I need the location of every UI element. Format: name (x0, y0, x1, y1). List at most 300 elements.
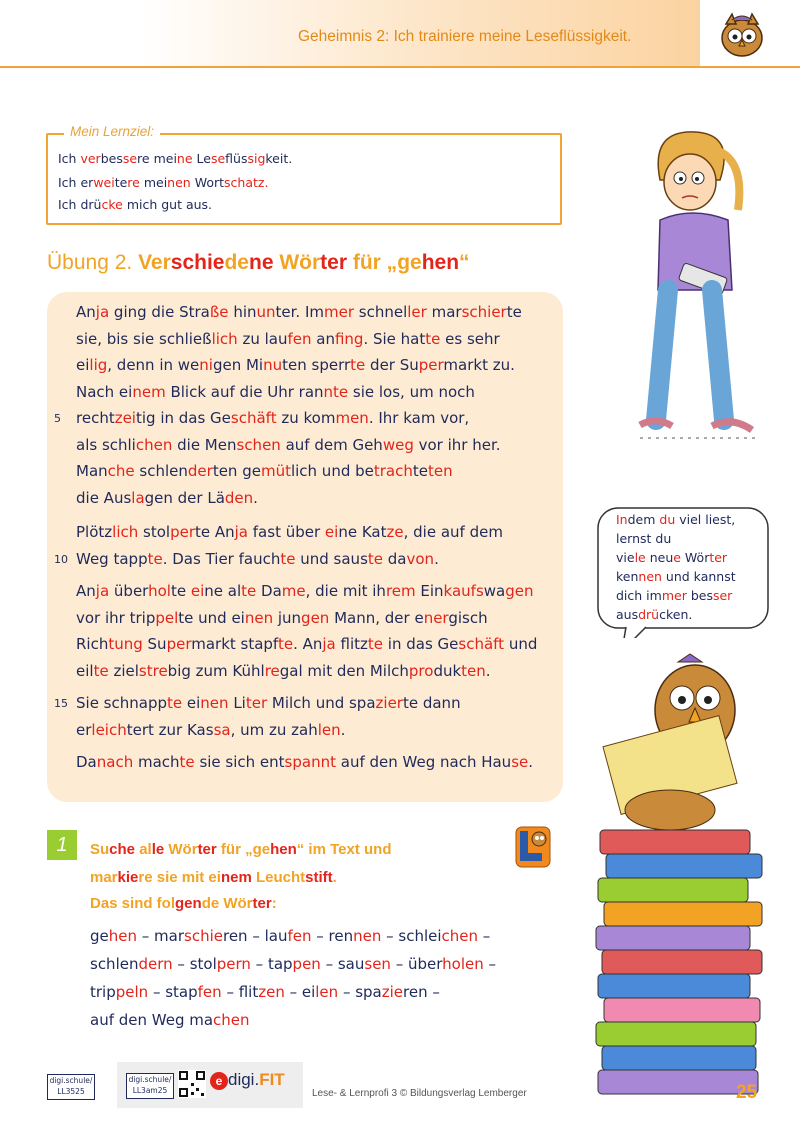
syllable-run: recht (76, 409, 115, 427)
syllable-run: de Wör (201, 895, 253, 912)
syllable-run: ne al (204, 582, 242, 600)
syllable-run: für „ (352, 251, 398, 274)
syllable-run: gen Mi (212, 356, 264, 374)
syllable-run: ja (322, 635, 341, 653)
syllable-run: fast über (252, 523, 325, 541)
syllable-run: tig in das Ge (135, 409, 231, 427)
syllable-run: lernst du (616, 531, 672, 546)
syllable-run: ne Kat (338, 523, 387, 541)
digi-fit-e-icon: e (210, 1072, 228, 1090)
syllable-run: bes (100, 151, 123, 166)
syllable-run: ler (407, 303, 432, 321)
syllable-run: Le (196, 151, 211, 166)
syllable-run: fen (287, 927, 312, 945)
syllable-run: Ein (420, 582, 444, 600)
syllable-run: te (179, 753, 200, 771)
syllable-run: ten sperr (282, 356, 351, 374)
syllable-run: zie (381, 983, 404, 1001)
syllable-run: te An (194, 523, 235, 541)
syllable-run: te (280, 549, 301, 568)
syllable-run: sig (247, 151, 266, 166)
syllable-run: flüs (225, 151, 248, 166)
syllable-run: che (107, 462, 140, 480)
syllable-run: . Ihr kam vor, (368, 409, 470, 427)
copyright-text: Lese- & Lernprofi 3 © Bildungsverlag Lemberger (312, 1088, 527, 1099)
syllable-run: Su (147, 635, 167, 653)
syllable-run: schatz. (224, 175, 269, 190)
syllable-run: che (109, 841, 140, 858)
syllable-run: zu lau (242, 329, 288, 348)
syllable-run: de (224, 251, 249, 274)
syllable-run: – ren (311, 927, 354, 945)
syllable-run: zier (375, 694, 403, 712)
syllable-run: te (412, 462, 428, 480)
syllable-run: te (167, 694, 187, 712)
syllable-run: Sie schnapp (76, 694, 167, 712)
syllable-run: le (634, 550, 650, 565)
syllable-run: spannt (284, 753, 341, 771)
syllable-run: ei (186, 694, 201, 712)
syllable-run: nem (220, 869, 256, 886)
syllable-run: und (508, 635, 538, 653)
syllable-run: schlen (90, 955, 139, 973)
syllable-run: mei (153, 151, 177, 166)
syllable-run: . (528, 753, 534, 771)
story-line (76, 409, 469, 427)
syllable-run: mei (143, 175, 168, 190)
story-line (76, 330, 500, 348)
syllable-run: dich im (616, 588, 662, 603)
line-number: 15 (54, 697, 68, 710)
syllable-run: schier (461, 303, 507, 321)
syllable-run: te (367, 549, 388, 568)
syllable-run: nte (323, 382, 353, 401)
syllable-run: ter (709, 550, 728, 565)
syllable-run: markt stapf (191, 635, 278, 653)
syllable-run: Li (233, 694, 246, 712)
syllable-run: fen (197, 983, 222, 1001)
syllable-run: zen (258, 983, 285, 1001)
page-number: 25 (736, 1082, 758, 1103)
syllable-run: da (387, 549, 407, 568)
syllable-run: . (332, 869, 337, 886)
digi-schule-badge-2[interactable]: digi.schule/ LL3am25 (126, 1073, 174, 1099)
syllable-run: ei (324, 523, 339, 541)
answer-line (90, 983, 440, 1001)
syllable-run: ner (423, 608, 449, 627)
syllable-run: ren – lau (222, 927, 288, 945)
syllable-run: . (485, 661, 491, 680)
syllable-run: , die auf dem (403, 523, 503, 541)
story-line (76, 489, 258, 507)
syllable-run: vie (616, 550, 635, 565)
speech-bubble-line (616, 569, 736, 584)
syllable-run: der Su (370, 356, 419, 374)
speech-bubble-line (616, 512, 735, 527)
syllable-run: er (80, 175, 94, 190)
header-divider (0, 66, 800, 68)
syllable-run: für „ (220, 841, 253, 858)
syllable-run: ter (245, 694, 272, 712)
syllable-run: stre (138, 661, 168, 680)
page-title: Geheimnis 2: Ich trainiere meine Leseflüssigkeit. (298, 28, 632, 45)
syllable-run: schie (184, 927, 223, 945)
syllable-run: In (616, 512, 628, 527)
syllable-run: – stol (172, 955, 217, 973)
syllable-run: ter (320, 251, 353, 274)
syllable-run: – über (390, 955, 443, 973)
line-number: 10 (54, 552, 68, 566)
syllable-run: te dann (402, 694, 461, 712)
syllable-run: cke (101, 197, 127, 212)
syllable-run: auf den Weg ma (90, 1011, 214, 1029)
syllable-run: te (277, 635, 294, 653)
syllable-run: keit. (265, 151, 293, 166)
syllable-run: te (114, 175, 128, 190)
owl-head-icon (712, 6, 772, 62)
syllable-run: – mar (137, 927, 185, 945)
syllable-run: – sau (320, 955, 365, 973)
syllable-run: men (335, 409, 369, 427)
exercise-title (47, 251, 470, 275)
syllable-run: nen (200, 694, 234, 712)
syllable-run: ße (209, 303, 234, 321)
syllable-run: gal mit den Milch (279, 661, 409, 680)
syllable-run: schäft (458, 635, 509, 653)
syllable-run: Ver (138, 251, 171, 274)
syllable-run: – (483, 955, 497, 973)
syllable-run: per (418, 356, 444, 374)
syllable-run: stol (143, 523, 171, 541)
syllable-run: holen (442, 955, 484, 973)
syllable-run: drü (80, 197, 102, 212)
syllable-run: hol (148, 582, 171, 600)
syllable-run: ge (397, 251, 422, 274)
syllable-run: te (93, 661, 114, 680)
syllable-run: . Das Tier fauch (162, 549, 281, 568)
syllable-run: Da (76, 753, 97, 771)
syllable-run: lich (112, 523, 144, 541)
task-instruction-line (90, 841, 392, 858)
learning-goal-line (58, 175, 268, 190)
syllable-run: – flit (221, 983, 259, 1001)
syllable-run: über (113, 582, 149, 600)
syllable-run: pern (216, 955, 251, 973)
syllable-run: ter (197, 841, 221, 858)
task-instruction-line (90, 869, 337, 886)
syllable-run: ten (428, 462, 453, 480)
learning-goal-line (58, 151, 292, 166)
syllable-run: ja (234, 523, 253, 541)
syllable-run: te (350, 356, 371, 374)
syllable-run: per (170, 523, 195, 541)
syllable-run: mar (90, 869, 118, 886)
syllable-run: – stap (148, 983, 198, 1001)
syllable-run: “ im Text und (296, 841, 392, 858)
syllable-run: ten (461, 661, 486, 680)
speech-bubble-line (616, 531, 671, 546)
task-instruction-line (90, 895, 277, 912)
syllable-run: se (122, 151, 138, 166)
syllable-run: kaufs (443, 582, 484, 600)
syllable-run: chen (135, 435, 178, 454)
syllable-run: fing (334, 329, 364, 348)
story-line (76, 436, 501, 454)
syllable-run: aus (616, 607, 639, 622)
syllable-run: lich (211, 329, 243, 348)
syllable-run: le (151, 841, 169, 858)
story-line (76, 523, 503, 541)
syllable-run: weg (382, 435, 419, 454)
syllable-run: Man (76, 462, 108, 480)
syllable-run: die Men (177, 435, 237, 454)
syllable-run: kie (117, 869, 139, 886)
syllable-run: An (76, 582, 96, 600)
syllable-run: peln (115, 983, 149, 1001)
syllable-run: lig (89, 356, 108, 374)
syllable-run: re (127, 175, 144, 190)
syllable-run: . (434, 549, 439, 568)
syllable-run: er (76, 720, 92, 739)
story-line (76, 582, 534, 600)
syllable-run: ter (252, 895, 272, 912)
qr-code-icon[interactable] (178, 1070, 206, 1098)
syllable-run: rem (385, 582, 421, 600)
syllable-run: hen (421, 251, 460, 274)
syllable-run: ter. Im (275, 303, 324, 321)
syllable-run: drü (638, 607, 660, 622)
syllable-run: te (241, 582, 262, 600)
syllable-run: ze (386, 523, 404, 541)
syllable-run: Da (261, 582, 282, 600)
speech-bubble-line (616, 588, 732, 603)
syllable-run: pen (292, 955, 321, 973)
answer-line (90, 927, 490, 945)
syllable-run: re sie mit ei (138, 869, 221, 886)
story-line (76, 721, 345, 739)
syllable-run: nen (167, 175, 195, 190)
syllable-run: len (315, 983, 339, 1001)
syllable-run: ken (616, 569, 639, 584)
syllable-run: mar (431, 303, 462, 321)
syllable-run: gen (175, 895, 202, 912)
syllable-run: und saus (300, 549, 368, 568)
learning-goal-line (58, 197, 212, 212)
line-number: 5 (54, 412, 61, 425)
syllable-run: die Aus (76, 488, 132, 507)
syllable-run: te (506, 303, 522, 321)
story-line (76, 356, 515, 374)
syllable-run: und kannst (665, 569, 736, 584)
syllable-run: wa (483, 582, 506, 600)
syllable-run: viel liest, (679, 512, 736, 527)
syllable-run: Milch und spa (271, 694, 376, 712)
task-number-badge: 1 (47, 830, 77, 860)
syllable-run: , denn in we (107, 356, 200, 374)
syllable-run: cken. (659, 607, 693, 622)
syllable-run: ser (712, 588, 733, 603)
syllable-run: hen (108, 927, 137, 945)
syllable-run: zei (114, 409, 136, 427)
syllable-run: len (317, 720, 341, 739)
syllable-run: sie sich ent (199, 753, 285, 771)
syllable-run: duk (433, 661, 462, 680)
syllable-run: Wör (684, 550, 710, 565)
syllable-run: Plötz (76, 523, 113, 541)
syllable-run: sie los, um noch (352, 382, 475, 401)
syllable-run: gisch (448, 608, 488, 627)
syllable-run: ne (249, 251, 280, 274)
syllable-run: von (406, 549, 435, 568)
story-line (76, 662, 491, 680)
syllable-run: Mann, der e (334, 608, 424, 627)
syllable-run: mer (661, 588, 691, 603)
magnifier-owl-icon (515, 826, 551, 868)
syllable-run: per (166, 635, 192, 653)
digi-schule-badge[interactable]: digi.schule/ LL3525 (47, 1074, 95, 1100)
syllable-run: Ich (58, 151, 81, 166)
syllable-run: gen (505, 582, 534, 600)
syllable-run: hin (233, 303, 257, 321)
syllable-run: al (139, 841, 152, 858)
syllable-run: big zum Kühl (167, 661, 265, 680)
syllable-run: e (673, 550, 685, 565)
syllable-run: ja (95, 582, 114, 600)
syllable-run: ni (199, 356, 213, 374)
syllable-run: Blick auf die Uhr ran (170, 382, 324, 401)
syllable-run: tung (108, 635, 148, 653)
syllable-run: gen der Lä (144, 488, 225, 507)
learning-goal-legend: Mein Lernziel: (64, 124, 160, 139)
syllable-run: du (659, 512, 680, 527)
syllable-run: . Sie hat (363, 329, 426, 348)
syllable-run: . (253, 488, 258, 507)
syllable-run: – tap (250, 955, 293, 973)
syllable-run: vor ihr her. (418, 435, 501, 454)
syllable-run: Su (90, 841, 110, 858)
owl-on-books-illustration (590, 640, 800, 1110)
syllable-run: sen (364, 955, 391, 973)
syllable-run: nu (263, 356, 283, 374)
learning-goal-box (46, 124, 562, 225)
syllable-run: flitz (340, 635, 368, 653)
story-line (76, 753, 533, 771)
syllable-run: jun (277, 608, 302, 627)
exercise-number: Übung 2. (47, 251, 133, 274)
syllable-run: te (170, 582, 191, 600)
syllable-run: in das Ge (387, 635, 459, 653)
syllable-run: re (264, 661, 280, 680)
syllable-run: nem (132, 382, 171, 401)
syllable-run: an (316, 329, 335, 348)
syllable-run: ge (252, 841, 271, 858)
syllable-run: mich gut aus. (126, 197, 213, 212)
syllable-run: ver (80, 151, 101, 166)
syllable-run: schlen (139, 462, 188, 480)
syllable-run: vor ihr trip (76, 608, 156, 627)
syllable-run: Wör (279, 251, 321, 274)
syllable-run: chen (441, 927, 479, 945)
syllable-run: stift (305, 869, 333, 886)
syllable-run: sie, bis sie schließ (76, 329, 212, 348)
syllable-run: bes (690, 588, 713, 603)
syllable-run: zu kom (281, 409, 336, 427)
syllable-run: trip (90, 983, 116, 1001)
syllable-run: eil (76, 661, 94, 680)
syllable-run: se (210, 151, 226, 166)
syllable-run: auf den Weg nach Hau (340, 753, 512, 771)
syllable-run: es sehr (445, 329, 500, 348)
syllable-run: Rich (76, 635, 109, 653)
syllable-run: ge (90, 927, 109, 945)
speech-bubble-line (616, 607, 692, 622)
syllable-run: schäft (230, 409, 282, 427)
syllable-run: gen (301, 608, 335, 627)
story-line (76, 694, 461, 712)
syllable-run: fen (287, 329, 317, 348)
syllable-run: ne (176, 151, 197, 166)
story-line (76, 609, 488, 627)
syllable-run: der (187, 462, 213, 480)
syllable-run: te (147, 549, 163, 568)
syllable-run: ging die Stra (113, 303, 210, 321)
syllable-run: Wör (168, 841, 198, 858)
syllable-run: schie (170, 251, 225, 274)
syllable-run: : (271, 895, 277, 912)
syllable-run: leich (91, 720, 127, 739)
syllable-run: als schli (76, 435, 136, 454)
syllable-run: dern (138, 955, 173, 973)
syllable-run: te und ei (178, 608, 245, 627)
syllable-run: Leucht (255, 869, 306, 886)
story-line (76, 635, 537, 653)
syllable-run: ziel (113, 661, 139, 680)
syllable-run: trach (373, 462, 413, 480)
syllable-run: – spa (338, 983, 382, 1001)
syllable-run: mach (137, 753, 180, 771)
walking-girl-illustration (620, 120, 780, 460)
syllable-run: Nach ei (76, 382, 133, 401)
syllable-run: ei (76, 356, 90, 374)
story-line (76, 550, 439, 568)
syllable-run: müt (260, 462, 291, 480)
syllable-run: , um zu zah (230, 720, 318, 739)
exercise-heading (138, 251, 469, 274)
answer-line (90, 955, 496, 973)
story-line (76, 303, 522, 321)
syllable-run: – schlei (381, 927, 442, 945)
syllable-run: Weg tapp (76, 549, 148, 568)
answer-line (90, 1011, 250, 1029)
syllable-run: hen (270, 841, 297, 858)
syllable-run: An (76, 303, 96, 321)
syllable-run: ren – (403, 983, 440, 1001)
syllable-run: pro (408, 661, 434, 680)
syllable-run: nach (96, 753, 138, 771)
digi-fit-logo[interactable]: e digi.FIT (210, 1070, 285, 1090)
syllable-run: wei (93, 175, 115, 190)
syllable-run: ten ge (212, 462, 261, 480)
syllable-run: mer (324, 303, 359, 321)
syllable-run: me (281, 582, 306, 600)
syllable-run: Das sind fol (90, 895, 176, 912)
syllable-run: Ich (58, 197, 81, 212)
syllable-run: schen (236, 435, 286, 454)
story-line (76, 383, 475, 401)
syllable-run: – ei (284, 983, 316, 1001)
syllable-run: . (340, 720, 346, 739)
syllable-run: se (511, 753, 529, 771)
